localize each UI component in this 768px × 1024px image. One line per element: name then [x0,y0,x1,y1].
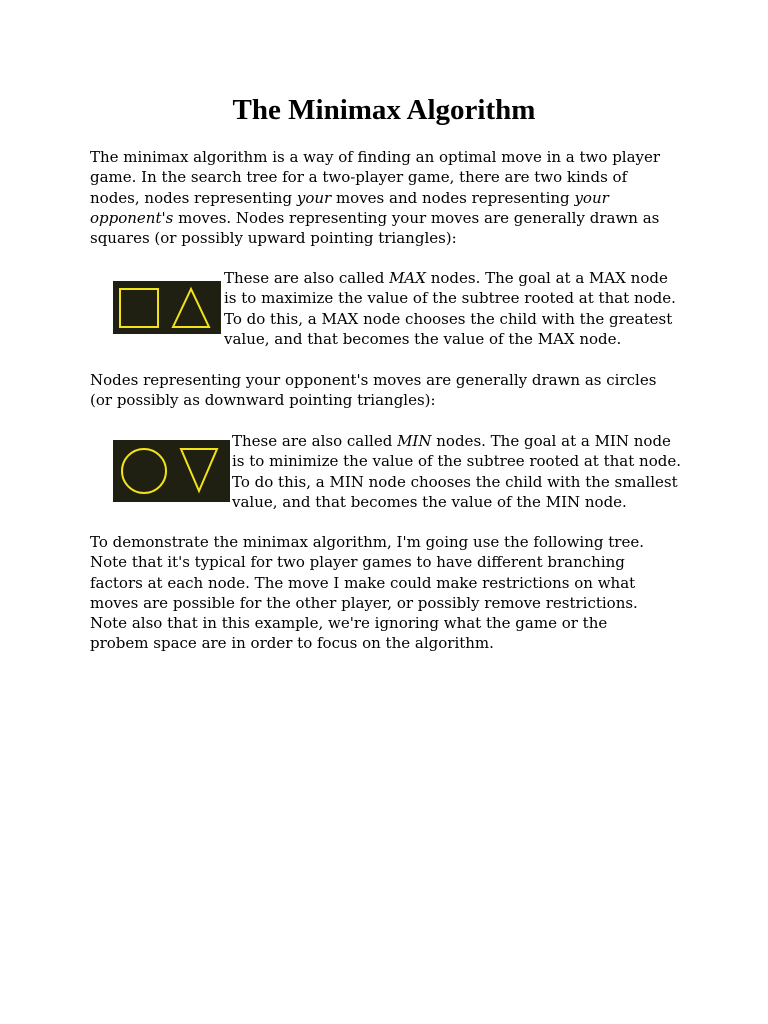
min-desc-text-1: These are also called [232,432,398,450]
max-desc-text-1: These are also called [224,269,390,287]
min-emphasis: MIN [397,432,432,450]
min-description [232,431,682,512]
upward-triangle-node-icon [173,289,209,327]
max-emphasis: MAX [389,269,426,287]
min-desc-text-2: nodes. The goal at a MIN node is to minimize the value of the subtree rooted at that node. To do this, a MIN node chooses the child with the smallest value, and that becomes the value of the MIN node. [232,432,681,511]
opponent-paragraph: Nodes representing your opponent's moves are generally drawn as circles (or possibly as downward pointing triangles): [90,371,657,410]
intro-text-3: moves. Nodes representing your moves are generally drawn as squares (or possibly upward pointing triangles): [90,208,660,248]
demo-paragraph: To demonstrate the minimax algorithm, I'm going use the following tree. Note that it's typical for two player games to have different branching factors at each node. The move I make could make restrictions on what moves are possible for the other player, or possibly remove restrictions. Note also that in this example, we're ignoring what the game or the probem space are in order to focus on the algorithm. [90,533,644,653]
intro-emphasis-your: your [296,188,332,207]
max-desc-text-2: nodes. The goal at a MAX node is to maximize the value of the subtree rooted at that node. To do this, a MAX node chooses the child with the greatest value, and that becomes the value of the MAX node. [224,269,676,348]
max-nodes-figure [113,281,221,334]
downward-triangle-node-icon [181,449,217,491]
intro-emphasis-opponent: your opponent's [90,188,609,227]
circle-node-icon [122,449,166,493]
intro-paragraph [90,147,670,248]
square-node-icon [120,289,158,327]
max-description [224,268,684,349]
intro-text-2: moves and nodes representing [331,188,575,207]
page-title: The Minimax Algorithm [232,94,536,126]
intro-text-1: The minimax algorithm is a way of finding an optimal move in a two player game. In the search tree for a two-player game, there are two kinds of nodes, nodes representing [90,148,661,207]
min-nodes-figure [113,440,230,502]
